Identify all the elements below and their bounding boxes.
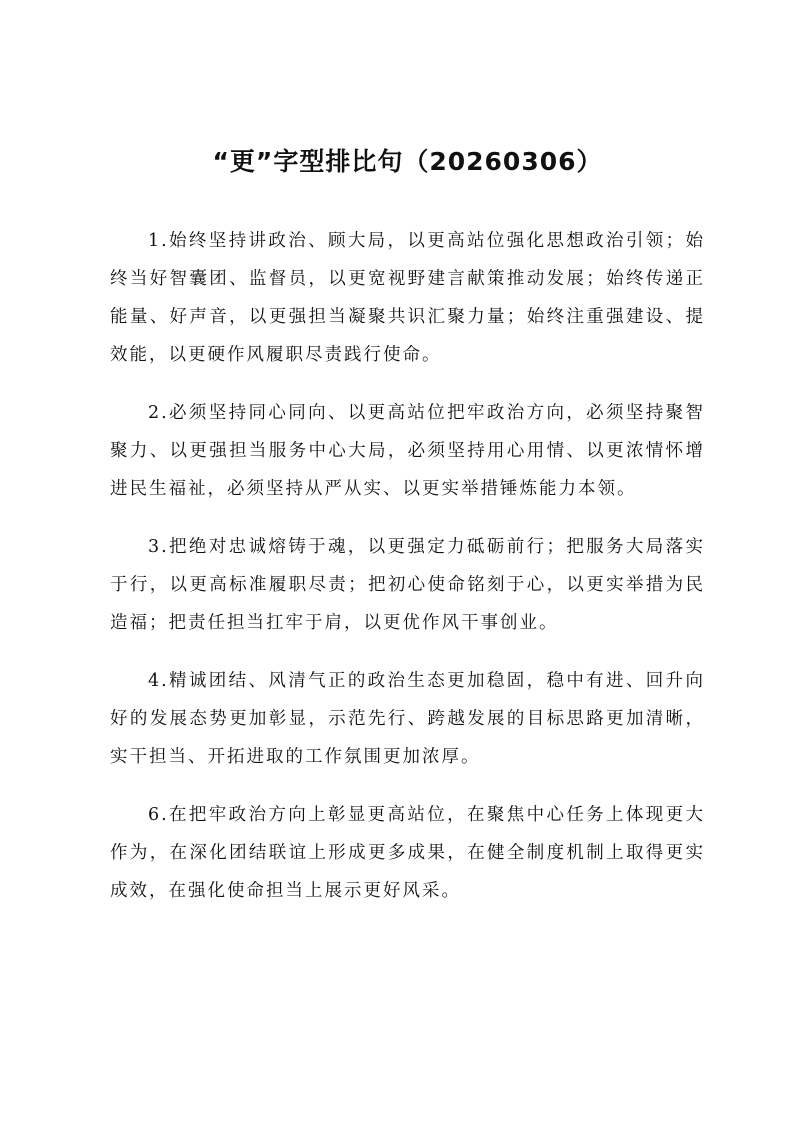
paragraph-2: 2.必须坚持同心同向、以更高站位把牢政治方向，必须坚持聚智聚力、以更强担当服务中心大局，必须坚持用心用情、以更浓情怀增进民生福祉，必须坚持从严从实、以更实举措锤炼能力本领。 bbox=[110, 403, 705, 499]
paragraph-6: 6.在把牢政治方向上彰显更高站位，在聚焦中心任务上体现更大作为，在深化团结联谊上形成更多成果，在健全制度机制上取得更实成效，在强化使命担当上展示更好风采。 bbox=[110, 805, 705, 901]
document-body bbox=[110, 222, 705, 910]
paragraph-1: 1.始终坚持讲政治、顾大局，以更高站位强化思想政治引领；始终当好智囊团、监督员，以更宽视野建言献策推动发展；始终传递正能量、好声音，以更强担当凝聚共识汇聚力量；始终注重强建设、提效能，以更硬作风履职尽责践行使命。 bbox=[110, 231, 705, 365]
document-title: “更”字型排比句（20260306） bbox=[212, 147, 603, 176]
paragraph-4: 4.精诚团结、风清气正的政治生态更加稳固，稳中有进、回升向好的发展态势更加彰显，示范先行、跨越发展的目标思路更加清晰，实干担当、开拓进取的工作氛围更加浓厚。 bbox=[110, 671, 705, 767]
paragraph-3: 3.把绝对忠诚熔铸于魂，以更强定力砥砺前行；把服务大局落实于行，以更高标准履职尽责；把初心使命铭刻于心，以更实举措为民造福；把责任担当扛牢于肩，以更优作风干事创业。 bbox=[110, 537, 705, 633]
